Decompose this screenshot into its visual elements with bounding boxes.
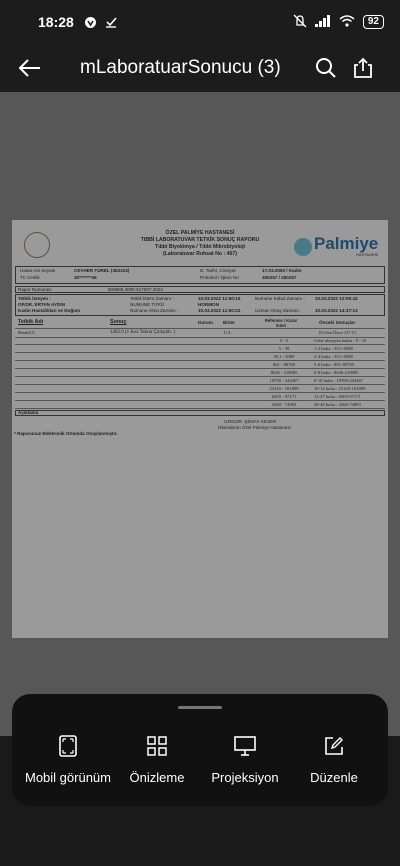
accept-time-value: 10.03.2022 12:06:42: [315, 296, 358, 301]
protocol-value: 490257 / 490257: [262, 275, 297, 280]
row-divider: [15, 392, 385, 393]
col-header-result: Sonuç: [110, 319, 127, 325]
patient-tc-value: 30*******46: [74, 275, 97, 280]
col-header-ref: Referans / Karar Sınırı: [264, 318, 298, 328]
ref-note: 2-4 hafta : 39,1-8388: [314, 354, 353, 359]
notes-label: Açıklama: [18, 410, 39, 415]
ref-note: 8-10 hafta : 18700-244467: [314, 378, 364, 383]
nav-bar-area: [0, 806, 400, 866]
ref-range: 23143 - 181899: [269, 386, 299, 391]
ref-range: 8636 - 218085: [270, 370, 298, 375]
header-line: TIBBİ LABORATUVAR TETKİK SONUÇ RAPORU: [140, 237, 260, 243]
search-icon[interactable]: [310, 52, 342, 84]
requester-label: Tetkik İsteyen :: [18, 296, 51, 301]
download-done-icon: [104, 15, 118, 29]
row-divider: [15, 376, 385, 377]
ref-note: 1-2 hafta : 39,1-8388: [314, 346, 353, 351]
req-time-value: 10.03.2022 11:50:15: [198, 296, 241, 301]
sample-type-label: NUMUNE TÜRÜ: [130, 302, 165, 307]
sample-time-value: 10.03.2022 11:50:22: [198, 308, 241, 313]
ref-note: Gebe olmayan kadın : 0 - 10: [314, 338, 367, 343]
signer-org: İskenderun Özel Palmiye Hastanesi: [218, 425, 291, 430]
dob-value: 17.03.2000 / Kadın: [262, 268, 302, 273]
approve-time-label: Uzman Onay Zamanı :: [255, 308, 302, 313]
footer-note: * Raporunuz Elektronik Ortamda Onaylanmıştır.: [14, 431, 118, 436]
ref-range: 18700 - 244467: [269, 378, 299, 383]
signal-icon: [315, 14, 331, 30]
back-arrow-icon[interactable]: [2, 44, 58, 92]
logo-name: Palmiye: [314, 234, 379, 253]
projection-button[interactable]: [204, 734, 286, 792]
col-header-unit: Birim: [223, 320, 235, 325]
table-divider: [15, 328, 385, 329]
mobile-view-icon: [56, 734, 80, 758]
approve-time-value: 10.03.2022 14:37:13: [315, 308, 358, 313]
document-viewer[interactable]: [0, 92, 400, 736]
ref-range: 39,1 - 8388: [273, 354, 295, 359]
report-no-box: [15, 286, 385, 293]
edit-button[interactable]: [304, 734, 364, 792]
result-value: 1402.9 (1 Kez Tekrar Çalışıldı. ): [110, 330, 175, 335]
edit-icon: [322, 734, 346, 758]
battery-icon: 92: [363, 15, 384, 29]
ref-range: 0 - 5: [279, 338, 289, 343]
ref-range: 5 - 39: [278, 346, 290, 351]
dob-label: D. Tarihi, Cinsiyet: [200, 268, 236, 273]
preview-button[interactable]: [122, 734, 192, 792]
ref-note: 28-40 hafta : 4360-74883: [314, 402, 361, 407]
mobile-view-label: Mobil görünüm: [25, 770, 111, 785]
preview-label: Önizleme: [129, 770, 185, 785]
col-header-test: Tetkik Adı: [18, 319, 44, 325]
row-divider: [15, 360, 385, 361]
result-unit: U/L: [224, 330, 232, 335]
ref-range: 6303 - 97171: [271, 394, 297, 399]
header-line: Tıbbi Biyokimya / Tıbbi Mikrobiyoloji: [155, 244, 245, 250]
req-time-label: Tetkik İstem Zamanı :: [130, 296, 174, 301]
patient-name-label: Hasta Adı Soyadı: [20, 268, 56, 273]
wifi-icon: [339, 14, 355, 30]
logo-mark-icon: [294, 238, 312, 256]
projection-label: Projeksiyon: [211, 770, 279, 785]
edit-label: Düzenle: [310, 770, 358, 785]
report-no-value: 509865.3000.617007.2022: [108, 287, 163, 292]
row-divider: [15, 408, 385, 409]
row-divider: [15, 368, 385, 369]
patient-tc-label: TC Kimlik: [20, 275, 40, 280]
ref-note: 5-6 hafta : 861-88769: [314, 362, 354, 367]
col-header-prev: Önceki Sonuçlar: [319, 320, 356, 325]
notes-box: [15, 410, 385, 416]
row-divider: [15, 400, 385, 401]
page-title: mLaboratuarSonucu (3): [80, 57, 281, 78]
patient-name-value: CEVHER TÜREL (452334): [74, 268, 130, 273]
row-divider: [15, 344, 385, 345]
app-notification-icon: [84, 15, 98, 29]
share-icon[interactable]: [347, 52, 379, 84]
grid-preview-icon: [145, 734, 169, 758]
requester-dept: Kadın Hastalıkları ve Doğum: [18, 308, 81, 313]
mobile-view-button[interactable]: [26, 734, 110, 792]
monitor-icon: [233, 734, 257, 758]
status-bar: [0, 0, 400, 44]
result-test-name: BetahCG: [18, 330, 36, 335]
row-divider: [15, 384, 385, 385]
row-divider: [15, 352, 385, 353]
sample-type-value: HORMON: [198, 302, 219, 307]
accept-time-label: Numune Kabul Zamanı :: [255, 296, 305, 301]
palmiye-logo: [294, 236, 378, 257]
result-prev: [6 Gün Önce 137.5]: [319, 330, 356, 335]
sheet-grip-handle[interactable]: [178, 706, 222, 709]
ref-note: 13-27 hafta : 6303-97171: [314, 394, 361, 399]
ref-note: 10-12 hafta : 23143-181899: [314, 386, 366, 391]
report-no-label: Rapor Numarası: [18, 287, 52, 292]
ref-range: 861 - 88769: [272, 362, 296, 367]
requester-name: OP.DR. ERTAN AYDIN: [18, 302, 65, 307]
ref-range: 4360 - 74883: [271, 402, 297, 407]
col-header-state: Durum: [198, 320, 213, 325]
header-line: ÖZEL PALMİYE HASTANESİ: [165, 230, 235, 236]
protocol-label: Protokol / İşlem No: [200, 275, 239, 280]
app-bar: [0, 44, 400, 92]
ref-note: 6-8 hafta : 8636-218085: [314, 370, 359, 375]
header-line: (Laboratuvar Ruhsat No : 467): [162, 251, 238, 257]
bottom-action-sheet: [12, 694, 388, 806]
logo-sub: HASTANESİ: [355, 252, 379, 257]
status-time: 18:28: [38, 14, 74, 30]
mute-icon: [293, 14, 307, 31]
lab-report-page: [12, 220, 388, 638]
sample-time-label: Numune Alma Zamanı :: [130, 308, 179, 313]
signer-name: UZM.DR. ŞENAY KESER: [224, 419, 277, 424]
